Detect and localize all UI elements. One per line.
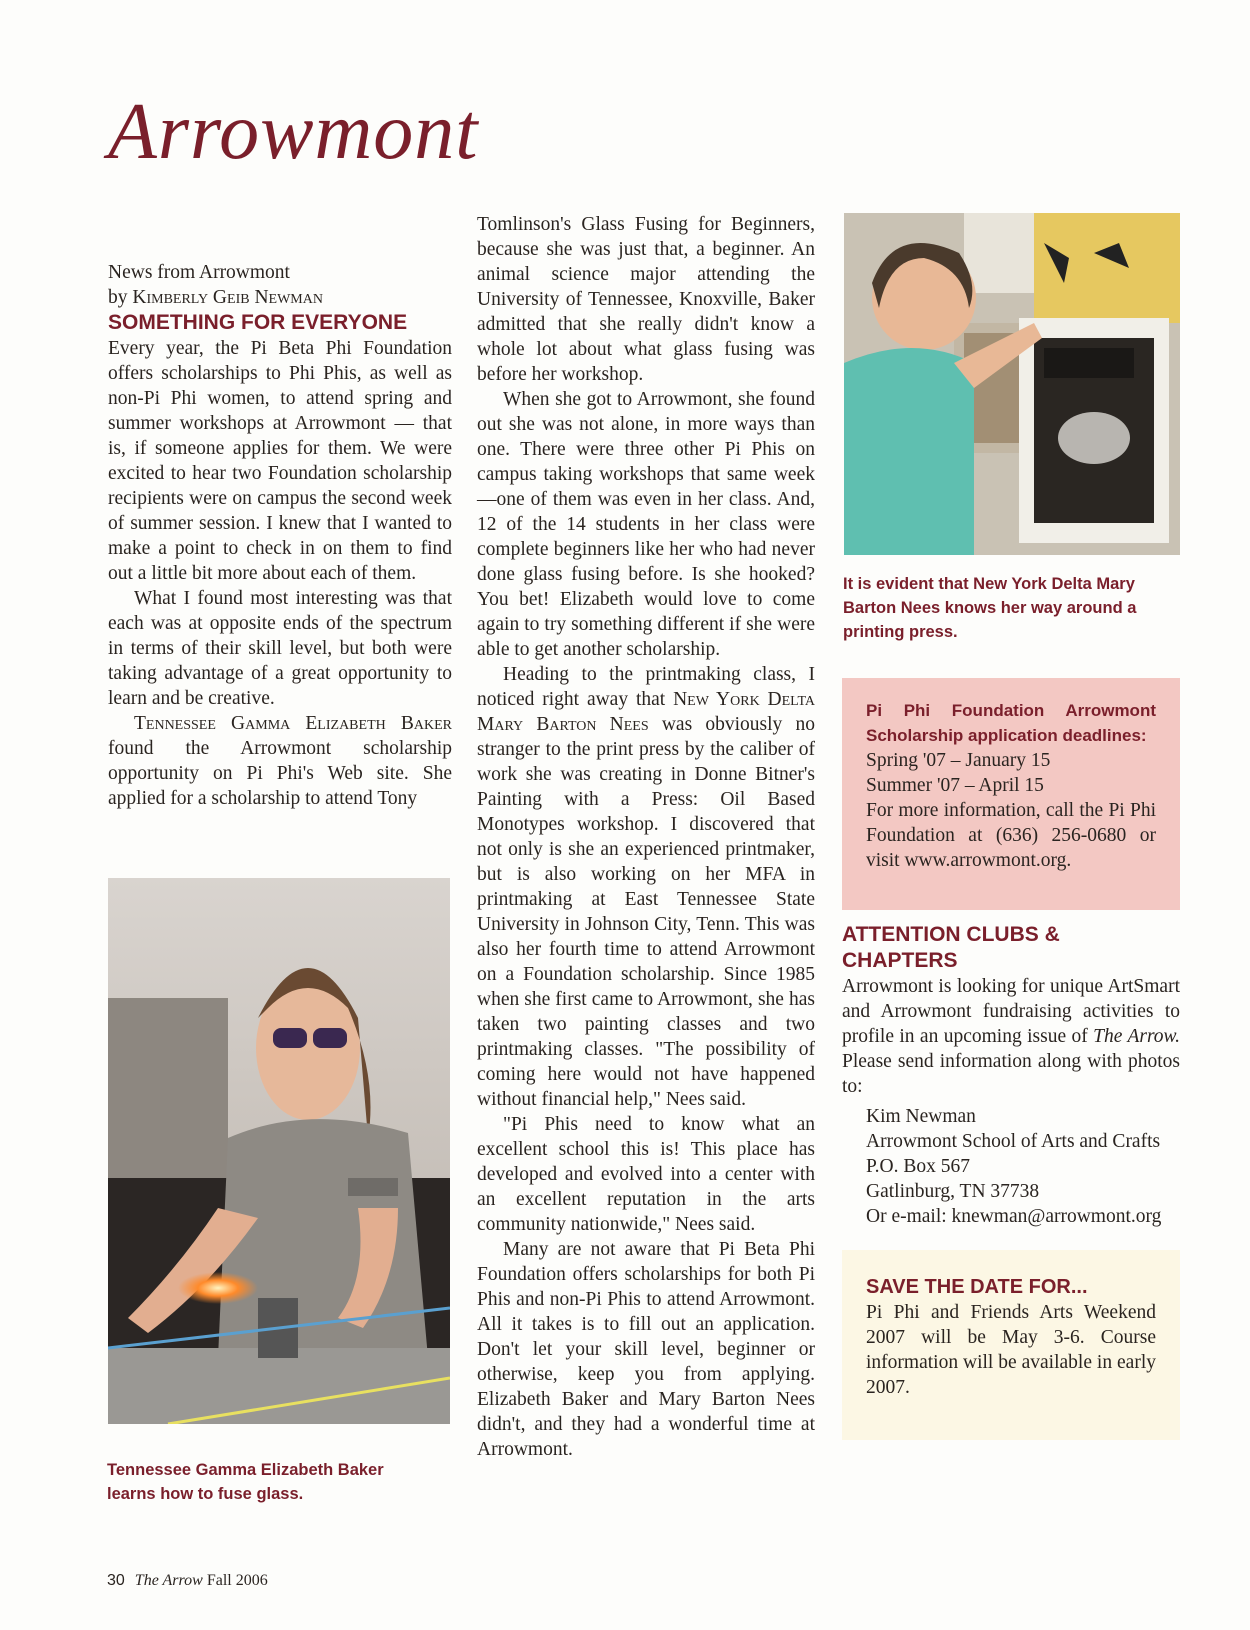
address-city: Gatlinburg, TN 37738	[866, 1181, 1040, 1202]
address-organization: Arrowmont School of Arts and Crafts	[866, 1131, 1161, 1152]
section-heading-attention-clubs: ATTENTION CLUBS & CHAPTERS	[842, 923, 1060, 972]
save-the-date-heading: SAVE THE DATE FOR...	[866, 1276, 1088, 1298]
paragraph: "Pi Phis need to know what an excellent school this is! This place has developed and evolved into a center with an excellent reputation in the arts community nationwide," Nees said.	[477, 1114, 815, 1235]
deadline-summer: Summer '07 – April 15	[866, 775, 1044, 796]
paragraph	[108, 711, 452, 811]
photo-glass-fusing-image	[108, 878, 450, 1424]
paragraph: Every year, the Pi Beta Phi Foundation offers scholarships to Phi Phis, as well as non-Pi Phi women, to attend spring and summer workshops at Arrowmont — that is, if someone applies for them. We were excited to hear two Foundation scholarship recipients were on campus the second week of summer session. I knew that I wanted to make a point to check in on them to find out a little bit more about each of them.	[108, 338, 452, 584]
paragraph	[477, 662, 815, 1112]
photo-printmaking	[844, 213, 1180, 555]
article-title: Arrowmont	[108, 88, 479, 176]
publication-title: The Arrow	[134, 1572, 203, 1589]
section-heading-something-for-everyone: SOMETHING FOR EVERYONE	[108, 311, 408, 334]
page-number: 30	[107, 1572, 125, 1589]
paragraph-text: was obviously no stranger to the print press by the caliber of work she was creating in Donne Bitner's Painting with a Press: Oil Based Monotypes workshop. I discovered that not only is she an experienced printmaker, but is also working on her MFA in printmaking at East Tennessee State University in Johnson City, Tenn. This was also her fourth time to attend Arrowmont on a Foundation scholarship. Since 1985 when she first came to Arrowmont, she has taken two painting classes and two printmaking classes. "The possibility of coming here would not have happened without financial help," Nees said.	[477, 714, 815, 1110]
byline-author: Kimberly Geib Newman	[132, 287, 323, 308]
page-footer	[107, 1572, 268, 1590]
paragraph-text: Please send information along with photos to:	[842, 1051, 1180, 1097]
paragraph-text: Arrowmont is looking for unique ArtSmart and Arrowmont fundraising activities to profile in an upcoming issue of	[842, 976, 1180, 1047]
paragraph: When she got to Arrowmont, she found out she was not alone, in more ways than one. There were three other Pi Phis on campus taking workshops that same week—one of them was even in her class. And, 12 of the 14 students in her class were complete beginners like her who had never done glass fusing before. Is she hooked? You bet! Elizabeth would love to come again to try something different if she were able to get another scholarship.	[477, 389, 815, 660]
address-po-box: P.O. Box 567	[866, 1156, 971, 1177]
save-the-date-body: Pi Phi and Friends Arts Weekend 2007 will be May 3-6. Course information will be available in early 2007.	[866, 1302, 1156, 1398]
paragraph: What I found most interesting was that each was at opposite ends of the spectrum in terms of their skill level, but both were taking advantage of a great opportunity to learn and be creative.	[108, 588, 452, 709]
byline	[108, 285, 452, 310]
column-1	[108, 260, 452, 811]
person-name: Tennessee Gamma Elizabeth Baker	[134, 713, 452, 734]
address-name: Kim Newman	[866, 1106, 976, 1127]
paragraph-text: Heading to the printmaking class, I noticed right away that	[477, 664, 815, 710]
save-the-date-box	[842, 1250, 1180, 1440]
scholarship-deadlines-box	[842, 678, 1180, 910]
deadlines-contact-info: For more information, call the Pi Phi Foundation at (636) 256-0680 or visit www.arrowmont.org.	[866, 800, 1156, 871]
address-email: Or e-mail: knewman@arrowmont.org	[866, 1206, 1162, 1227]
column-3	[842, 922, 1180, 1099]
paragraph: Tomlinson's Glass Fusing for Beginners, because she was just that, a beginner. An animal science major attending the University of Tennessee, Knoxville, Baker admitted that she really didn't know a whole lot about what glass fusing was before her workshop.	[477, 214, 815, 385]
photo-glass-fusing	[108, 878, 450, 1424]
issue-date: Fall 2006	[206, 1572, 268, 1589]
publication-name: The Arrow.	[1093, 1026, 1180, 1047]
deadline-spring: Spring '07 – January 15	[866, 750, 1051, 771]
person-name: New York Delta Mary Barton Nees	[477, 689, 815, 735]
kicker: News from Arrowmont	[108, 262, 290, 283]
byline-prefix: by	[108, 287, 128, 308]
photo-printmaking-image	[844, 213, 1180, 555]
photo-caption-left: Tennessee Gamma Elizabeth Baker learns how to fuse glass.	[107, 1461, 384, 1503]
column-2	[477, 212, 815, 1462]
paragraph: Many are not aware that Pi Beta Phi Foundation offers scholarships for both Pi Phis and non-Pi Phis to attend Arrowmont. All it takes is to fill out an application. Don't let your skill level, beginner or otherwise, keep you from applying. Elizabeth Baker and Mary Barton Nees didn't, and they had a wonderful time at Arrowmont.	[477, 1239, 815, 1460]
photo-caption-right: It is evident that New York Delta Mary Barton Nees knows her way around a printing press.	[843, 575, 1137, 641]
mailing-address	[866, 1104, 1161, 1229]
deadlines-heading: Pi Phi Foundation Arrowmont Scholarship application deadlines:	[866, 701, 1156, 745]
paragraph	[842, 974, 1180, 1099]
paragraph-text: found the Arrowmont scholarship opportunity on Pi Phi's Web site. She applied for a scholarship to attend Tony	[108, 738, 452, 809]
